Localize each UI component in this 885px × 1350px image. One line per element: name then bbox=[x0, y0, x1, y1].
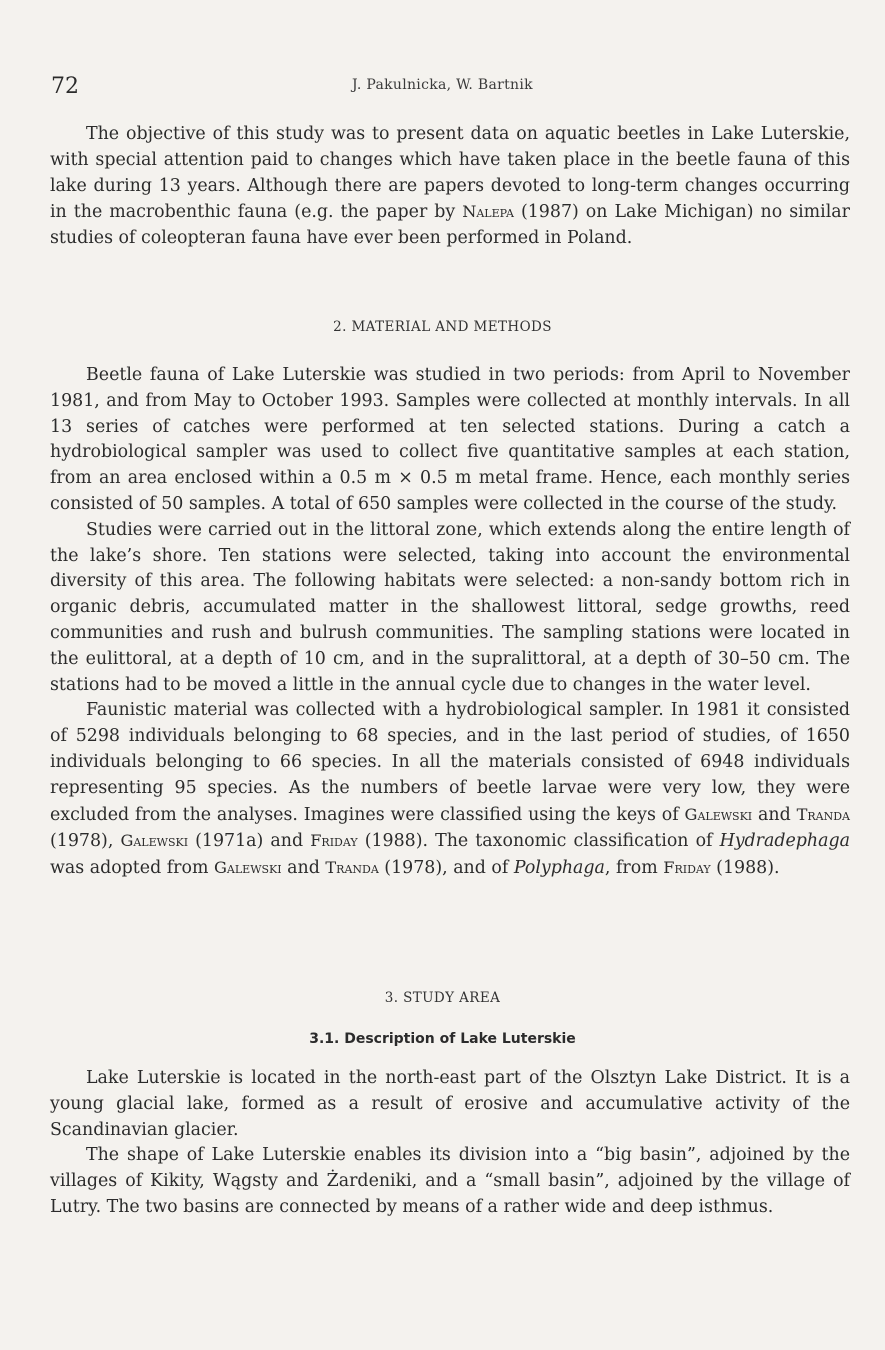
page-number: 72 bbox=[51, 74, 79, 99]
text-run: and bbox=[281, 858, 326, 879]
section-heading-study-area: 3. STUDY AREA bbox=[384, 990, 501, 1006]
methods-paragraph: Studies were carried out in the littoral zone, which extends along the entire length of the lake’s shore. Ten stations were selected, taking into account the environmental diversity of this area. The following habitats were selected: a non-sandy bottom rich in organic debris, accumulated matter in the shallowest littoral, sedge growths, reed communities and rush and bulrush communities. The sampling stations were located in the eulittoral, at a depth of 10 cm, and in the supralittoral, at a depth of 30–50 cm. The stations had to be moved a little in the annual cycle due to changes in the water level. bbox=[50, 519, 850, 695]
citation-author: Tranda bbox=[325, 858, 379, 878]
text-run: (1987) on Lake Michigan) no similar studies of coleopteran fauna have ever been performed in Poland. bbox=[50, 202, 850, 249]
citation-author: Nalepa bbox=[462, 202, 514, 222]
methods-paragraph: Beetle fauna of Lake Luterskie was studied in two periods: from April to November 1981, and from May to October 1993. Samples were collected at monthly intervals. In all 13 series of catches were performed at ten selected stations. During a catch a hydrobiological sampler was used to collect five quantitative samples at each station, from an area enclosed within a 0.5 m × 0.5 m metal frame. Hence, each monthly series consisted of 50 samples. A total of 650 samples were collected in the course of the study. bbox=[50, 365, 850, 514]
citation-author: Galewski bbox=[214, 858, 282, 878]
text-run: (1988). bbox=[710, 858, 780, 879]
subsection-heading: 3.1. Description of Lake Luterskie bbox=[309, 1031, 576, 1047]
text-run: was adopted from bbox=[50, 858, 214, 879]
text-run: (1988). The taxonomic classification of bbox=[357, 831, 720, 852]
citation-author: Friday bbox=[663, 858, 711, 878]
running-head bbox=[0, 72, 885, 102]
text-run: The objective of this study was to present data on aquatic beetles in Lake Luterskie, with special attention paid to changes which have taken place in the beetle fauna of this lake during 13 years. Although there are papers devoted to long-term changes occurring in the macrobenthic fauna (e.g. the paper by bbox=[50, 124, 850, 223]
running-head-authors: J. Pakulnicka, W. Bartnik bbox=[352, 77, 533, 93]
taxon-name: Hydradephaga bbox=[719, 831, 850, 852]
text-run: (1978), and of bbox=[378, 858, 514, 879]
text-run: and bbox=[752, 804, 797, 825]
citation-author: Tranda bbox=[796, 804, 850, 824]
section-heading-methods: 2. MATERIAL AND METHODS bbox=[333, 319, 552, 335]
taxon-name: Polyphaga bbox=[513, 858, 605, 879]
citation-author: Galewski bbox=[120, 831, 189, 851]
text-run: (1978), bbox=[50, 831, 121, 852]
text-run: (1971a) and bbox=[188, 831, 311, 852]
study-area-paragraph: The shape of Lake Luterskie enables its division into a “big basin”, adjoined by the villages of Kikity, Wągsty and Żardeniki, and a “small basin”, adjoined by the village of Lutry. The two basins are connected by means of a rather wide and deep isthmus. bbox=[50, 1145, 850, 1217]
citation-author: Friday bbox=[310, 831, 358, 851]
study-area-block bbox=[50, 1066, 850, 1221]
intro-paragraph bbox=[50, 122, 850, 252]
study-area-paragraph: Lake Luterskie is located in the north-east part of the Olsztyn Lake District. It is a young glacial lake, formed as a result of erosive and accumulative activity of the Scandinavian glacier. bbox=[50, 1068, 850, 1140]
text-run: Faunistic material was collected with a hydrobiological sampler. In 1981 it consisted of 5298 individuals belonging to 68 species, and in the last period of studies, of 1650 individuals belonging to 66 species. In all the materials consisted of 6948 individuals representing 95 species. As the numbers of beetle larvae were very low, they were excluded from the analyses. Imagines were classified using the keys of bbox=[50, 700, 850, 825]
citation-author: Galewski bbox=[684, 804, 753, 824]
intro-block bbox=[50, 122, 850, 252]
text-run: , from bbox=[604, 858, 664, 879]
methods-paragraph bbox=[50, 698, 850, 882]
methods-block bbox=[50, 363, 850, 882]
